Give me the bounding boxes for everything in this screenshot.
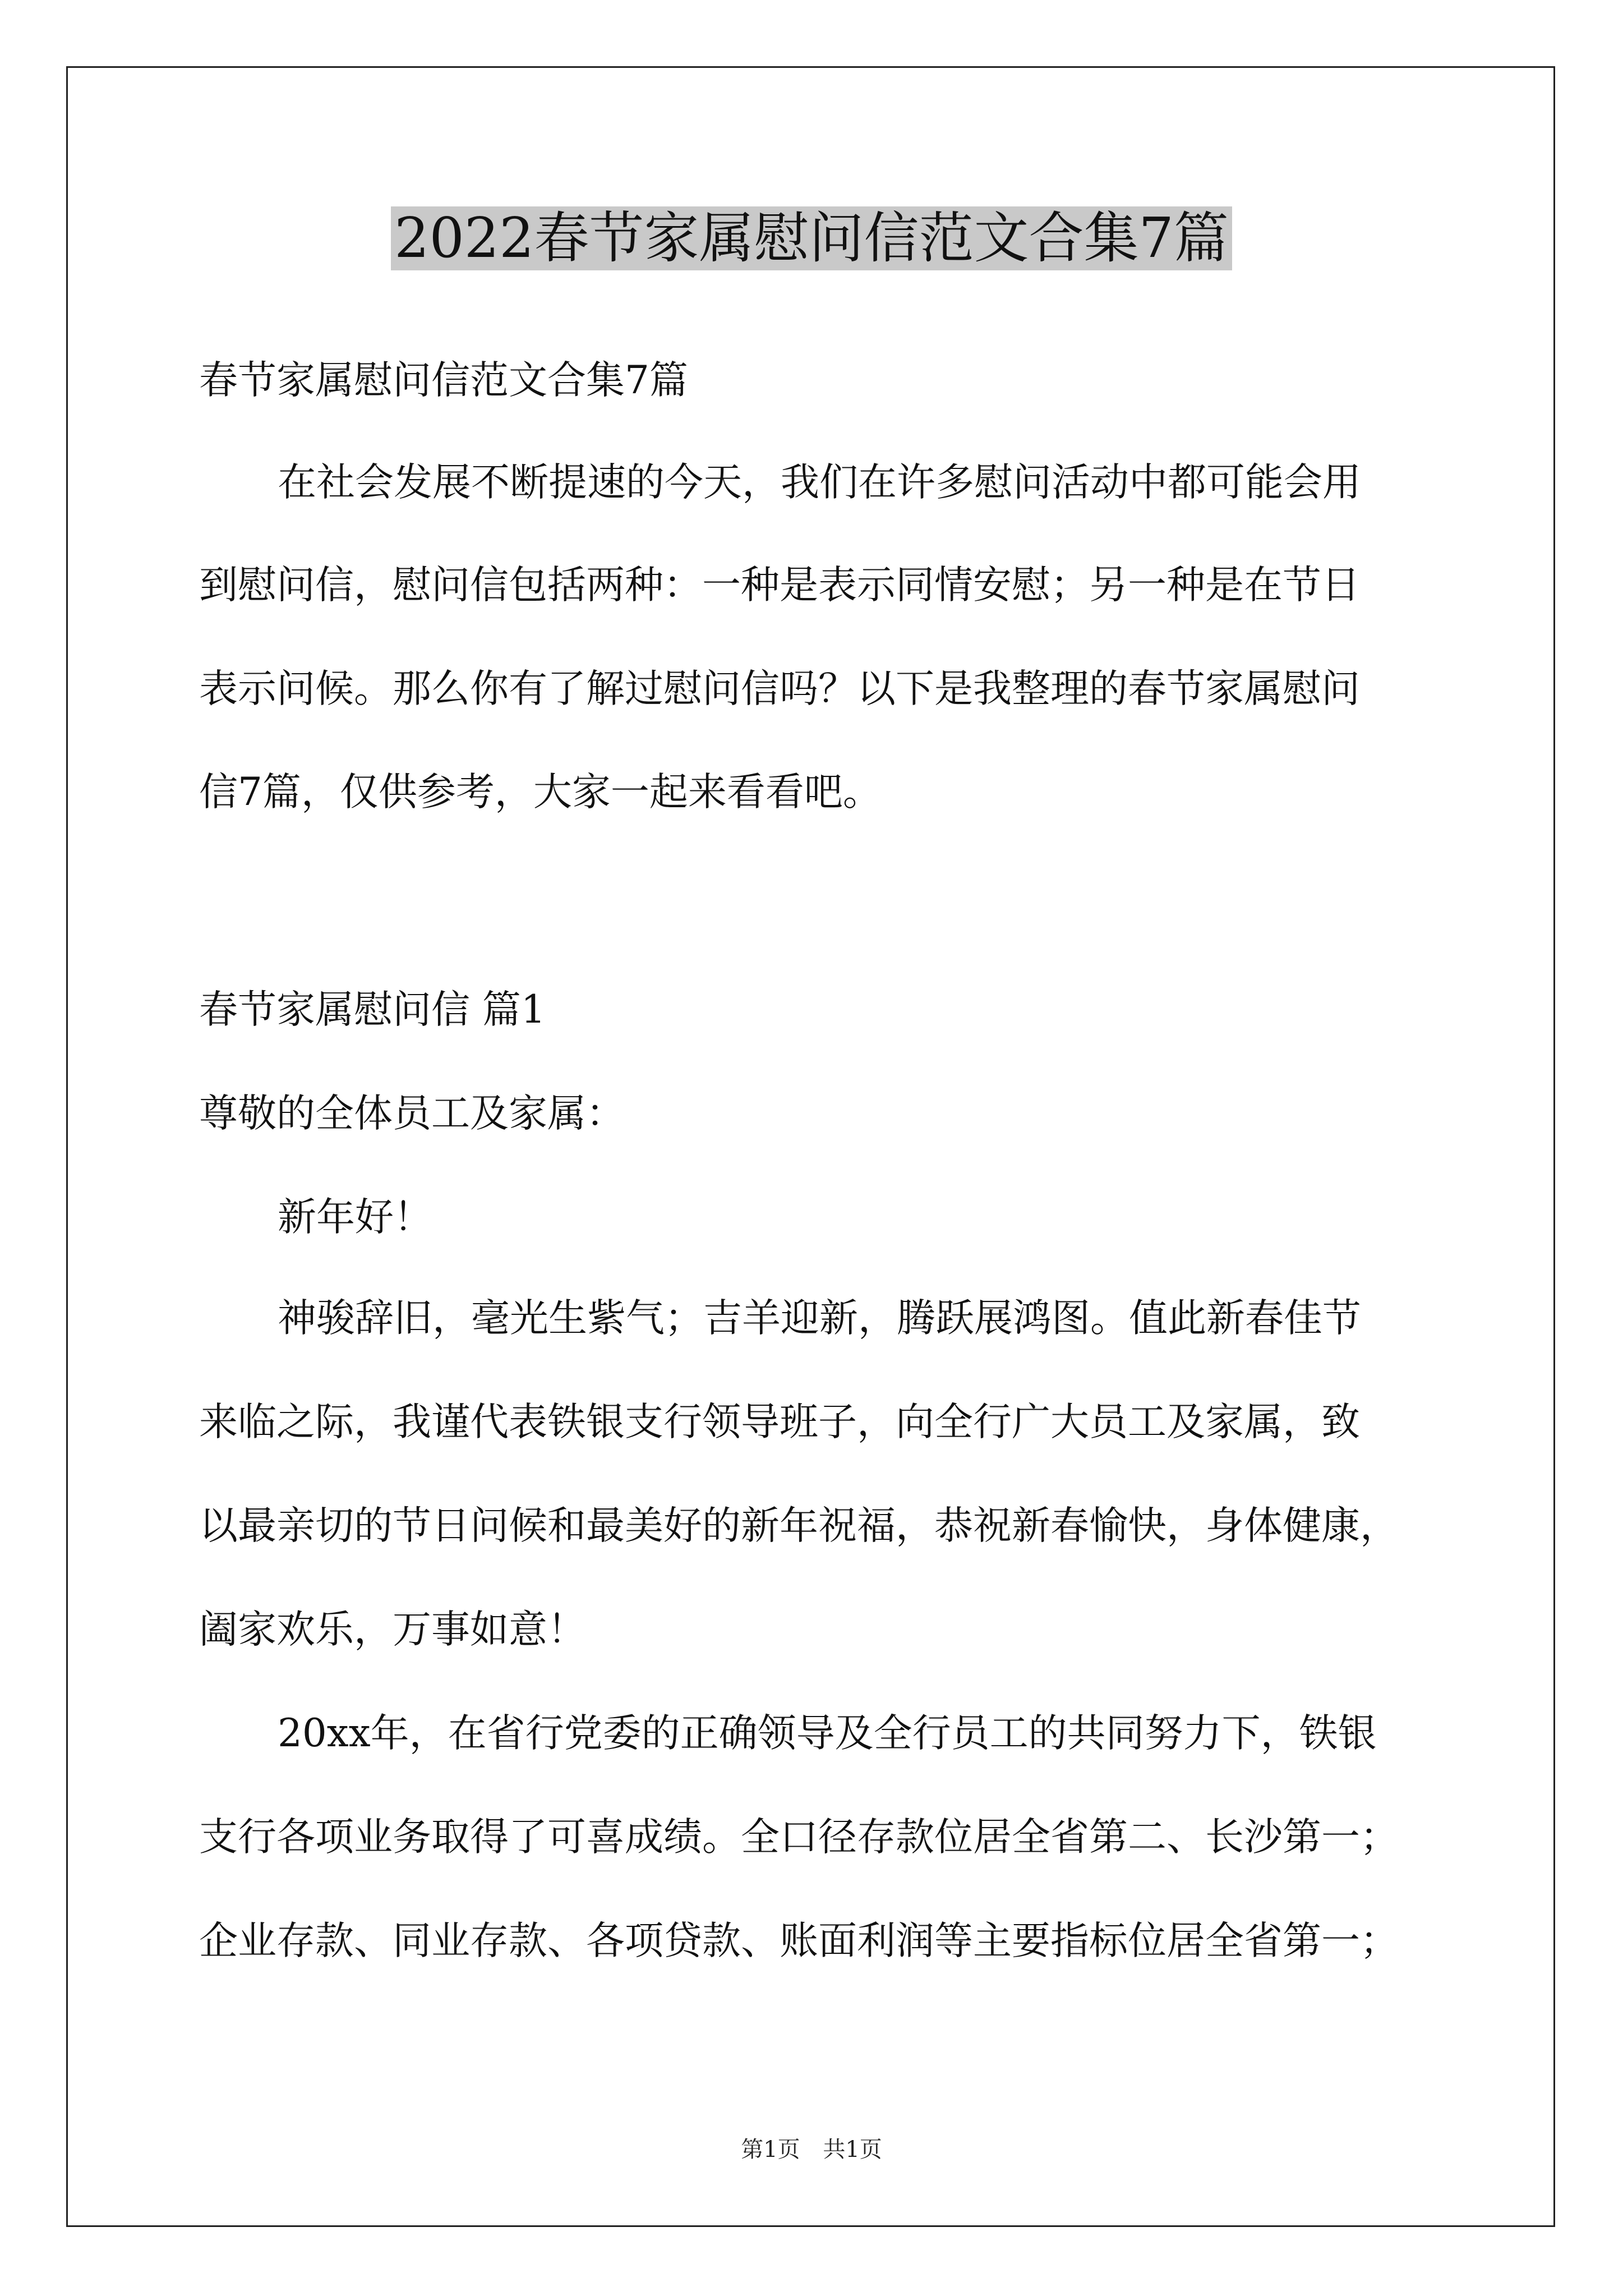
intro-line-2: 到慰问信，慰问信包括两种：一种是表示同情安慰；另一种是在节日 bbox=[199, 563, 1360, 608]
para1-line-3: 以最亲切的节日问候和最美好的新年祝福，恭祝新春愉快，身体健康， bbox=[199, 1503, 1399, 1548]
document-title-text: 2022春节家属慰问信范文合集7篇 bbox=[391, 206, 1232, 270]
greeting: 新年好！ bbox=[278, 1195, 432, 1240]
intro-line-3: 表示问候。那么你有了解过慰问信吗？以下是我整理的春节家属慰问 bbox=[199, 666, 1360, 711]
page-footer bbox=[0, 2132, 1623, 2164]
para1-line-1: 神骏辞旧，毫光生紫气；吉羊迎新，腾跃展鸿图。值此新春佳节 bbox=[278, 1296, 1361, 1341]
document-subtitle: 春节家属慰问信范文合集7篇 bbox=[199, 358, 688, 403]
para2-line-3: 企业存款、同业存款、各项贷款、账面利润等主要指标位居全省第一； bbox=[199, 1918, 1399, 1963]
section-heading: 春节家属慰问信 篇1 bbox=[199, 987, 546, 1032]
intro-line-4: 信7篇，仅供参考，大家一起来看看吧。 bbox=[199, 770, 882, 815]
intro-line-1: 在社会发展不断提速的今天，我们在许多慰问活动中都可能会用 bbox=[278, 460, 1361, 505]
page-number: 第1页 bbox=[741, 2137, 800, 2162]
para2-line-2: 支行各项业务取得了可喜成绩。全口径存款位居全省第二、长沙第一； bbox=[199, 1815, 1399, 1860]
page-total: 共1页 bbox=[823, 2137, 882, 2162]
para1-line-2: 来临之际，我谨代表铁银支行领导班子，向全行广大员工及家属，致 bbox=[199, 1400, 1360, 1444]
para1-line-4: 阖家欢乐，万事如意！ bbox=[199, 1607, 586, 1652]
document-title bbox=[0, 199, 1623, 278]
salutation: 尊敬的全体员工及家属： bbox=[199, 1091, 625, 1136]
para2-line-1: 20xx年，在省行党委的正确领导及全行员工的共同努力下，铁银 bbox=[278, 1711, 1377, 1756]
